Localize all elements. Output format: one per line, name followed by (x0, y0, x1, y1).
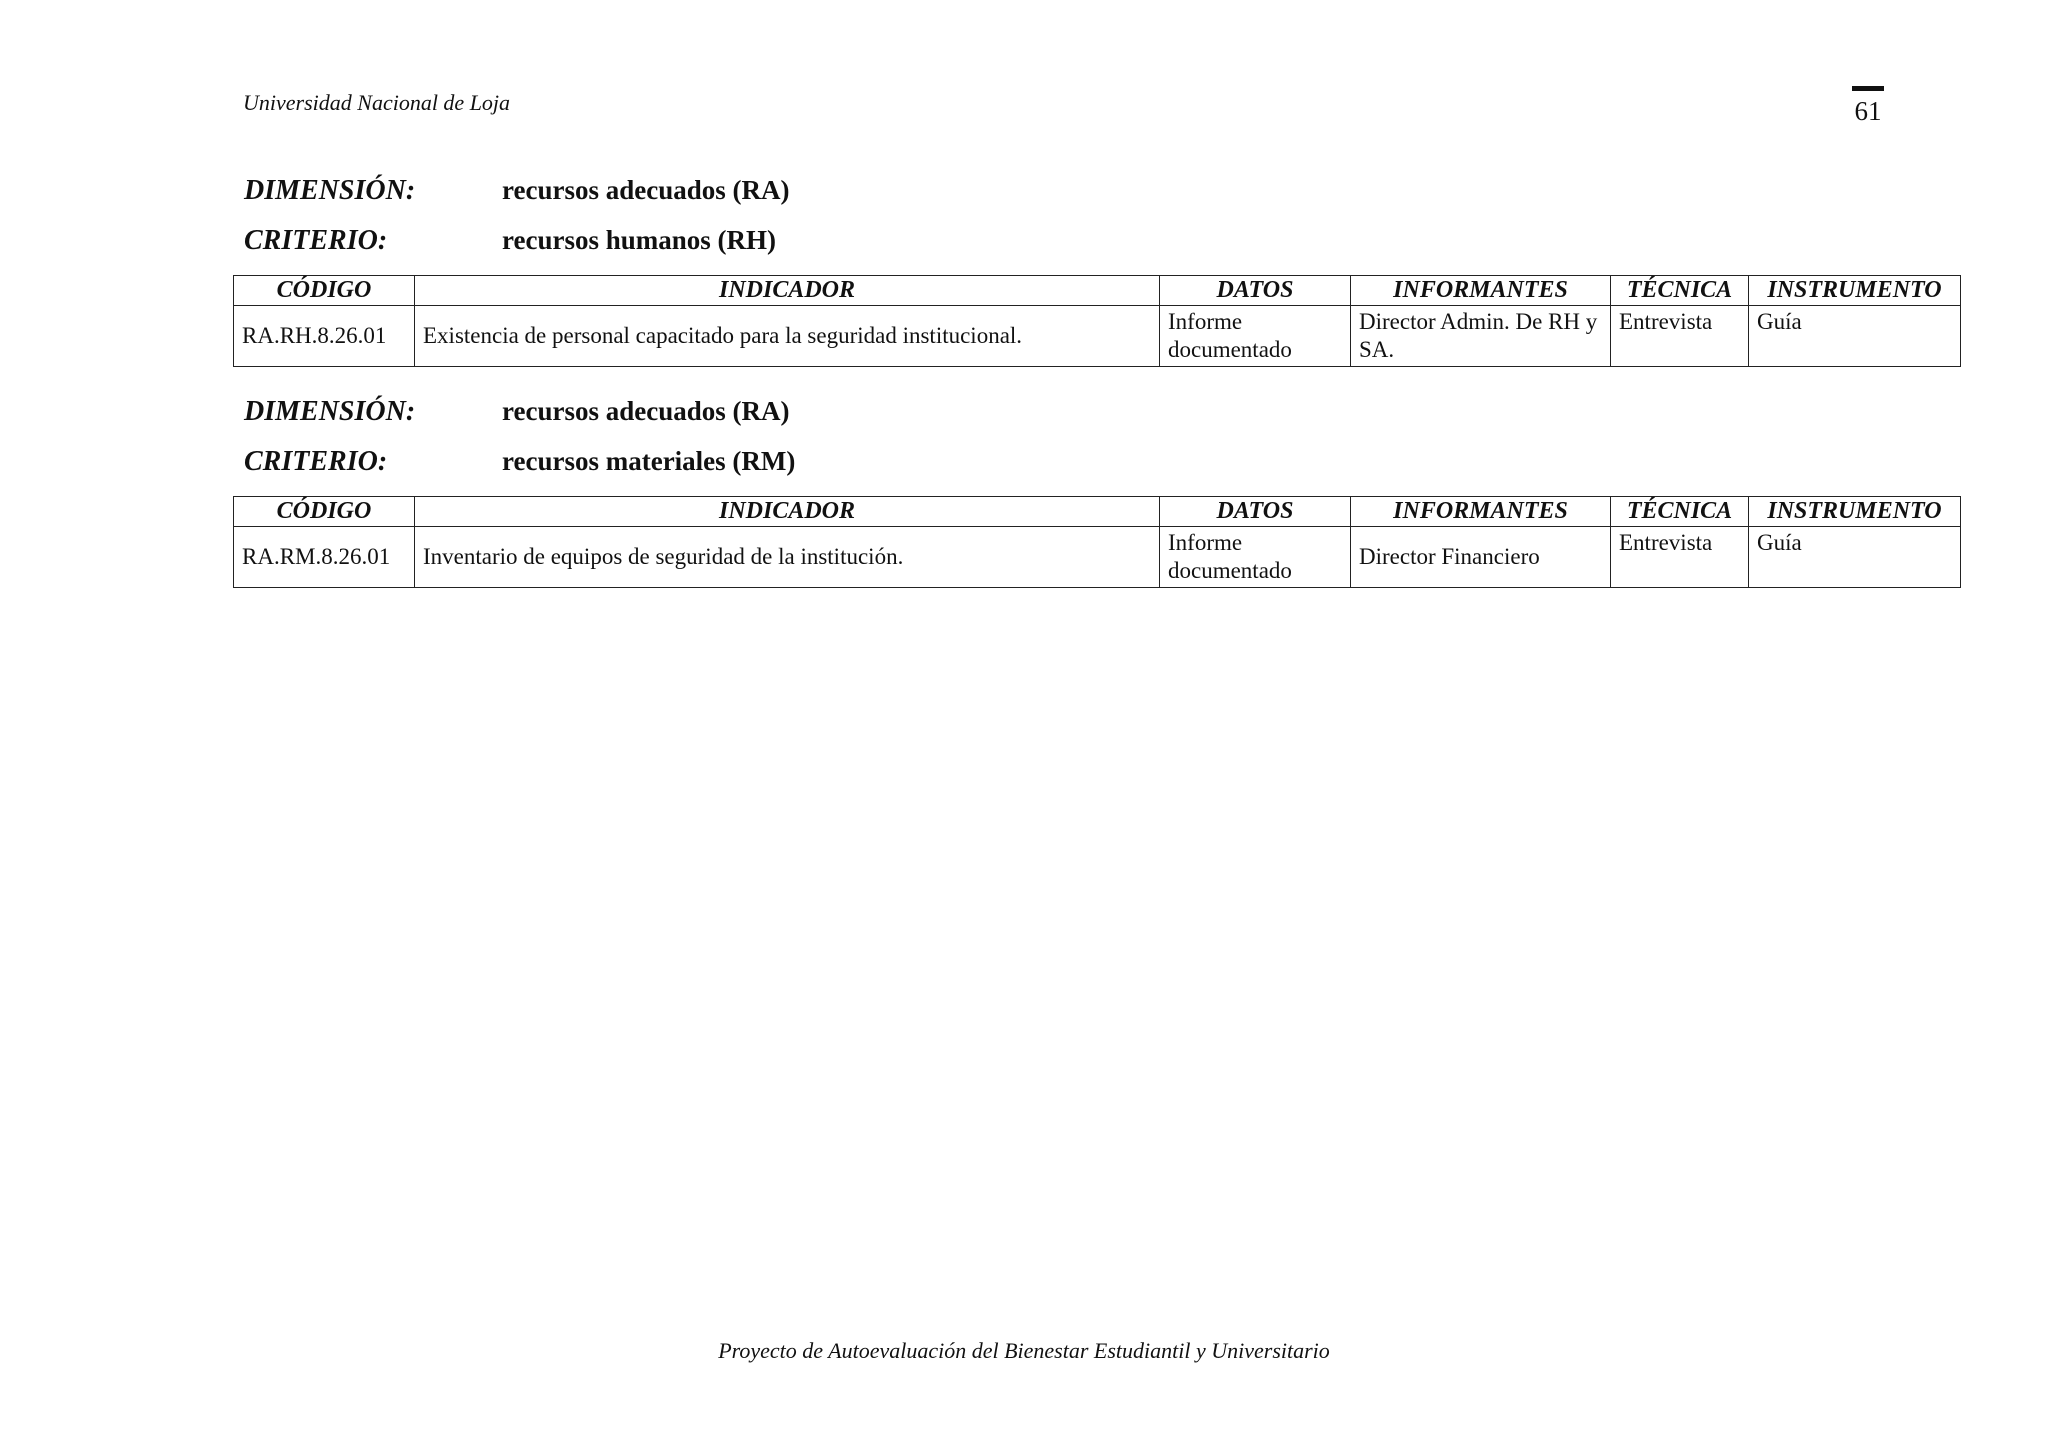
column-header-datos: DATOS (1160, 276, 1351, 306)
table-row (234, 527, 1961, 588)
column-header-tecnica: TÉCNICA (1611, 497, 1749, 527)
dimension-row (233, 396, 1960, 446)
column-header-indicador: INDICADOR (415, 497, 1160, 527)
column-header-datos: DATOS (1160, 497, 1351, 527)
column-header-codigo: CÓDIGO (234, 497, 415, 527)
indicator-table (233, 496, 1961, 588)
cell-informantes: Director Financiero (1351, 527, 1611, 588)
column-header-indicador: INDICADOR (415, 276, 1160, 306)
dimension-label: DIMENSIÓN: (244, 396, 416, 427)
page-number-block (1852, 86, 1884, 125)
cell-tecnica: Entrevista (1611, 306, 1749, 367)
column-header-instrumento: INSTRUMENTO (1749, 497, 1961, 527)
indicator-table (233, 275, 1961, 367)
table-header-row (234, 276, 1961, 306)
cell-indicador: Inventario de equipos de seguridad de la institución. (415, 527, 1160, 588)
column-header-tecnica: TÉCNICA (1611, 276, 1749, 306)
criterio-row (233, 225, 1960, 275)
cell-codigo: RA.RH.8.26.01 (234, 306, 415, 367)
cell-instrumento: Guía (1749, 527, 1961, 588)
dimension-label: DIMENSIÓN: (244, 175, 416, 206)
running-footer: Proyecto de Autoevaluación del Bienestar Estudiantil y Universitario (718, 1338, 1330, 1363)
table-row (234, 306, 1961, 367)
cell-indicador: Existencia de personal capacitado para la seguridad institucional. (415, 306, 1160, 367)
column-header-informantes: INFORMANTES (1351, 497, 1611, 527)
column-header-codigo: CÓDIGO (234, 276, 415, 306)
page-number: 61 (1854, 96, 1882, 126)
indicator-section (233, 396, 1960, 588)
indicator-section (233, 175, 1960, 367)
page-number-rule (1852, 86, 1884, 91)
cell-datos: Informe documentado (1160, 527, 1351, 588)
criterio-row (233, 446, 1960, 496)
cell-datos: Informe documentado (1160, 306, 1351, 367)
criterio-label: CRITERIO: (244, 446, 388, 477)
table-header-row (234, 497, 1961, 527)
column-header-informantes: INFORMANTES (1351, 276, 1611, 306)
cell-informantes: Director Admin. De RH y SA. (1351, 306, 1611, 367)
cell-instrumento: Guía (1749, 306, 1961, 367)
running-header: Universidad Nacional de Loja (243, 90, 511, 115)
cell-tecnica: Entrevista (1611, 527, 1749, 588)
criterio-value: recursos materiales (RM) (502, 446, 796, 476)
dimension-value: recursos adecuados (RA) (502, 396, 790, 426)
column-header-instrumento: INSTRUMENTO (1749, 276, 1961, 306)
dimension-value: recursos adecuados (RA) (502, 175, 790, 205)
dimension-row (233, 175, 1960, 225)
cell-codigo: RA.RM.8.26.01 (234, 527, 415, 588)
criterio-value: recursos humanos (RH) (502, 225, 777, 255)
criterio-label: CRITERIO: (244, 225, 388, 256)
